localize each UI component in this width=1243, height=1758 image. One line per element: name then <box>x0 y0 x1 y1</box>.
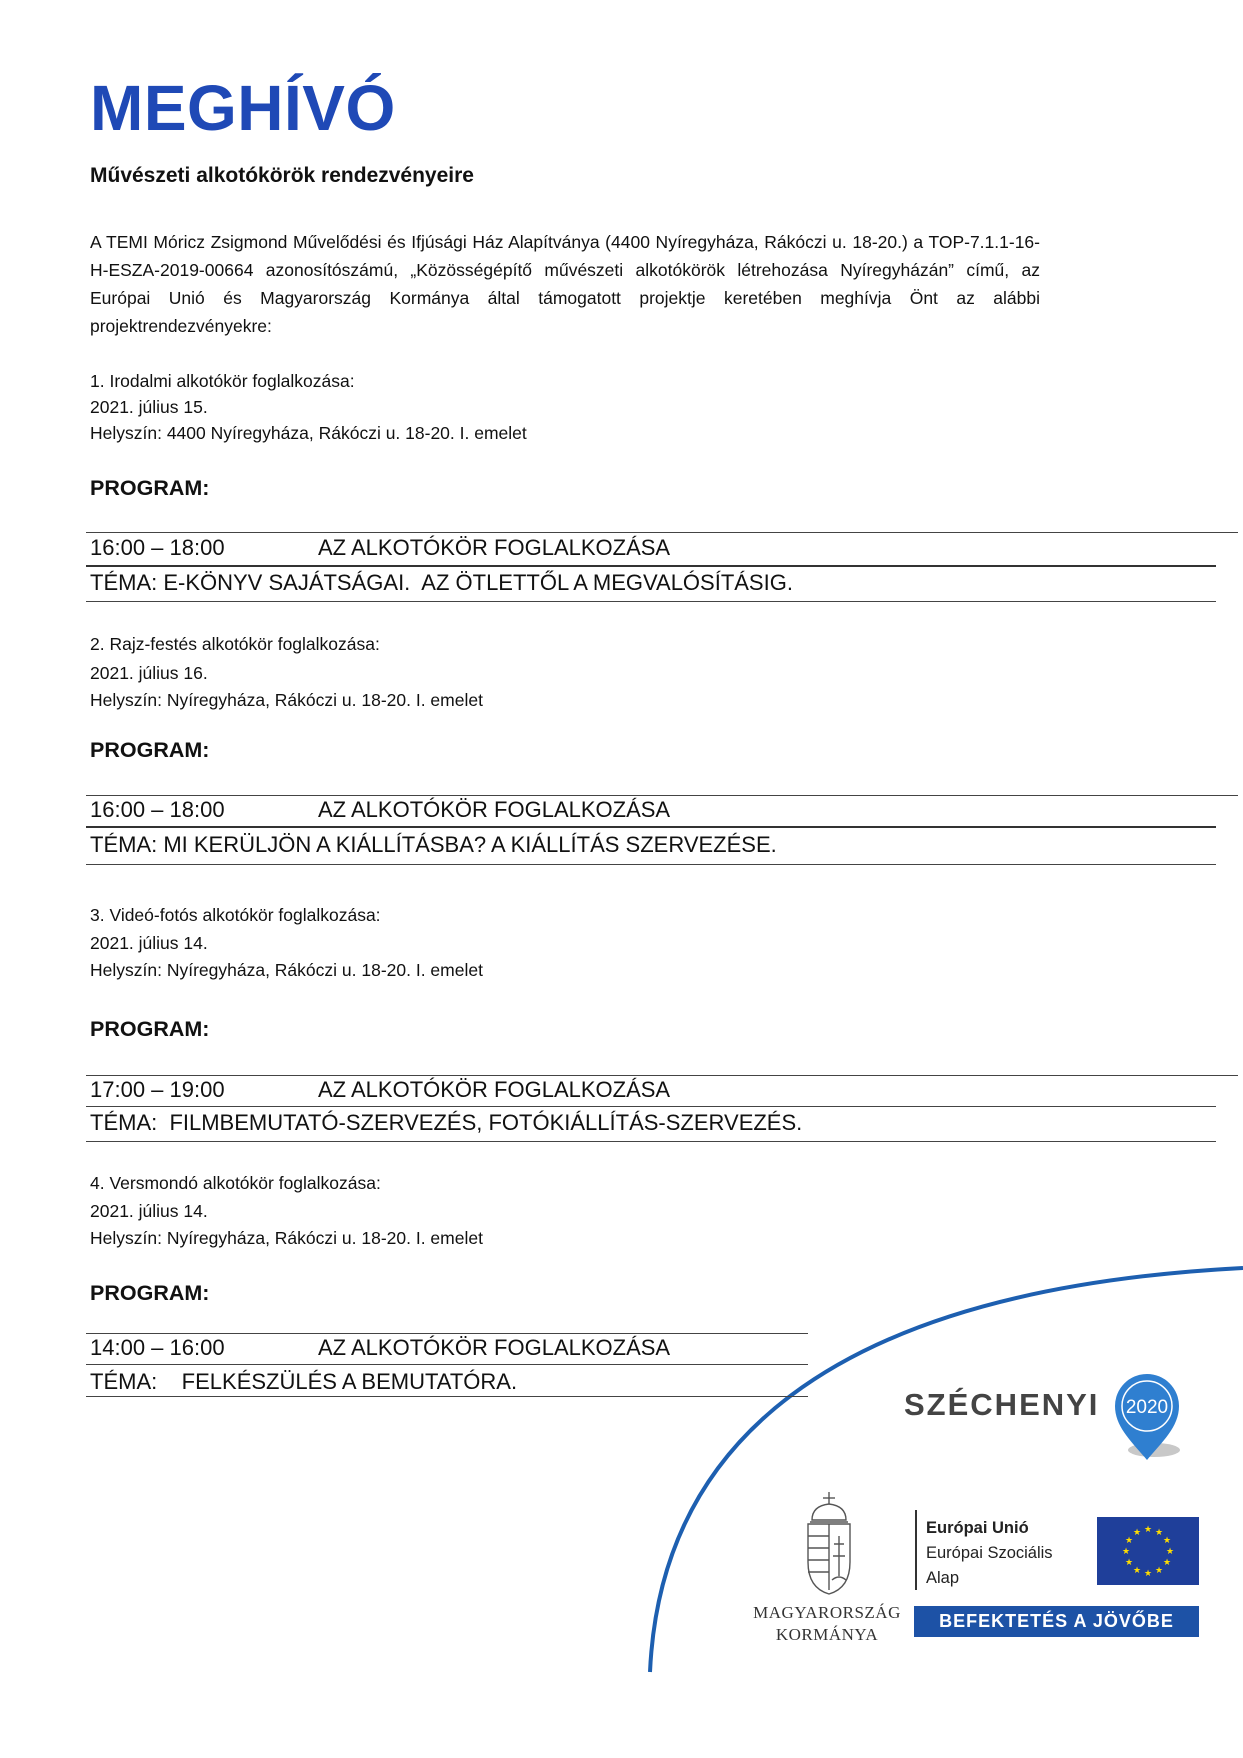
svg-text:★: ★ <box>1132 1566 1142 1576</box>
gov-line-2: KORMÁNYA <box>775 1625 879 1644</box>
event-2-rule-mid <box>86 826 1216 828</box>
event-3-heading: 3. Videó-fotós alkotókör foglalkozása: <box>90 905 381 925</box>
event-1-activity: AZ ALKOTÓKÖR FOGLALKOZÁSA <box>318 535 671 560</box>
event-4-activity: AZ ALKOTÓKÖR FOGLALKOZÁSA <box>318 1335 671 1360</box>
event-1-heading: 1. Irodalmi alkotókör foglalkozása: <box>90 371 355 391</box>
event-1-program-label: PROGRAM: <box>90 476 210 500</box>
event-1-topic: TÉMA: E-KÖNYV SAJÁTSÁGAI. AZ ÖTLETTŐL A MEGVALÓSÍTÁSIG. <box>90 570 793 595</box>
event-3-place: Helyszín: Nyíregyháza, Rákóczi u. 18-20. I. emelet <box>90 960 483 980</box>
event-2-program-label: PROGRAM: <box>90 738 210 762</box>
event-4-program-label: PROGRAM: <box>90 1281 210 1305</box>
event-1-rule-bottom <box>86 601 1216 602</box>
svg-text:★: ★ <box>1165 1547 1175 1557</box>
event-1-place: Helyszín: 4400 Nyíregyháza, Rákóczi u. 18-20. I. emelet <box>90 423 527 443</box>
event-3-activity: AZ ALKOTÓKÖR FOGLALKOZÁSA <box>318 1077 671 1102</box>
event-4-rule-bottom <box>86 1396 808 1397</box>
event-4-time: 14:00 – 16:00 <box>90 1335 225 1360</box>
eu-line-2: Európai Szociális <box>926 1544 1053 1562</box>
szechenyi-2020-pin-icon <box>1112 1372 1182 1464</box>
eu-logo-text <box>926 1516 1053 1591</box>
eu-line-1: Európai Unió <box>926 1519 1029 1537</box>
svg-text:★: ★ <box>1154 1528 1164 1538</box>
event-4-place: Helyszín: Nyíregyháza, Rákóczi u. 18-20. I. emelet <box>90 1228 483 1248</box>
event-3-time: 17:00 – 19:00 <box>90 1077 225 1102</box>
szechenyi-logo-text: SZÉCHENYI <box>904 1387 1100 1422</box>
event-3-rule-top <box>86 1075 1238 1076</box>
gov-line-1: MAGYARORSZÁG <box>753 1603 901 1622</box>
befektetes-banner: BEFEKTETÉS A JÖVŐBE <box>914 1606 1199 1637</box>
svg-text:★: ★ <box>1143 1569 1153 1579</box>
event-3-rule-bottom <box>86 1141 1216 1142</box>
svg-text:★: ★ <box>1121 1547 1131 1557</box>
event-3-date: 2021. július 14. <box>90 933 208 953</box>
svg-text:★: ★ <box>1143 1525 1153 1535</box>
event-4-date: 2021. július 14. <box>90 1201 208 1221</box>
event-1-rule-top <box>86 532 1238 533</box>
svg-text:★: ★ <box>1162 1558 1172 1568</box>
svg-text:★: ★ <box>1124 1558 1134 1568</box>
coat-of-arms-icon <box>798 1490 860 1598</box>
svg-text:★: ★ <box>1132 1528 1142 1538</box>
event-2-rule-bottom <box>86 864 1216 865</box>
svg-text:★: ★ <box>1162 1536 1172 1546</box>
event-2-date: 2021. július 16. <box>90 663 208 683</box>
event-4-rule-mid <box>86 1364 808 1365</box>
event-4-heading: 4. Versmondó alkotókör foglalkozása: <box>90 1173 381 1193</box>
event-3-program-label: PROGRAM: <box>90 1017 210 1041</box>
svg-text:★: ★ <box>1154 1566 1164 1576</box>
event-2-topic: TÉMA: MI KERÜLJÖN A KIÁLLÍTÁSBA? A KIÁLLÍTÁS SZERVEZÉSE. <box>90 832 777 857</box>
government-logo-text <box>752 1602 902 1646</box>
event-1-rule-mid <box>86 565 1216 567</box>
szechenyi-year: 2020 <box>1125 1397 1169 1418</box>
event-4-topic: TÉMA: FELKÉSZÜLÉS A BEMUTATÓRA. <box>90 1369 518 1394</box>
eu-divider <box>915 1510 917 1590</box>
event-2-activity: AZ ALKOTÓKÖR FOGLALKOZÁSA <box>318 797 671 822</box>
event-2-time: 16:00 – 18:00 <box>90 797 225 822</box>
event-2-rule-top <box>86 795 1238 796</box>
page-title: MEGHÍVÓ <box>90 72 396 144</box>
page-subtitle: Művészeti alkotókörök rendezvényeire <box>90 164 474 187</box>
event-2-heading: 2. Rajz-festés alkotókör foglalkozása: <box>90 634 380 654</box>
event-2-place: Helyszín: Nyíregyháza, Rákóczi u. 18-20. I. emelet <box>90 690 483 710</box>
event-3-topic: TÉMA: FILMBEMUTATÓ-SZERVEZÉS, FOTÓKIÁLLÍTÁS-SZERVEZÉS. <box>90 1110 803 1135</box>
eu-flag-icon <box>1097 1517 1199 1585</box>
eu-line-3: Alap <box>926 1569 960 1587</box>
svg-text:★: ★ <box>1124 1536 1134 1546</box>
event-1-time: 16:00 – 18:00 <box>90 535 225 560</box>
event-3-rule-mid <box>86 1106 1216 1107</box>
intro-paragraph: A TEMI Móricz Zsigmond Művelődési és Ifjúsági Ház Alapítványa (4400 Nyíregyháza, Rákóczi u. 18-20.) a TOP-7.1.1-16-H-ESZA-2019-00664 azonosítószámú, „Közösségépítő művészeti alkotókörök létrehozása Nyíregyházán” című, az Európai Unió és Magyarország Kormánya által támogatott projektje keretében meghívja Önt az alábbi projektrendezvényekre: <box>90 232 1040 336</box>
event-4-rule-top <box>86 1333 808 1334</box>
event-1-date: 2021. július 15. <box>90 397 208 417</box>
